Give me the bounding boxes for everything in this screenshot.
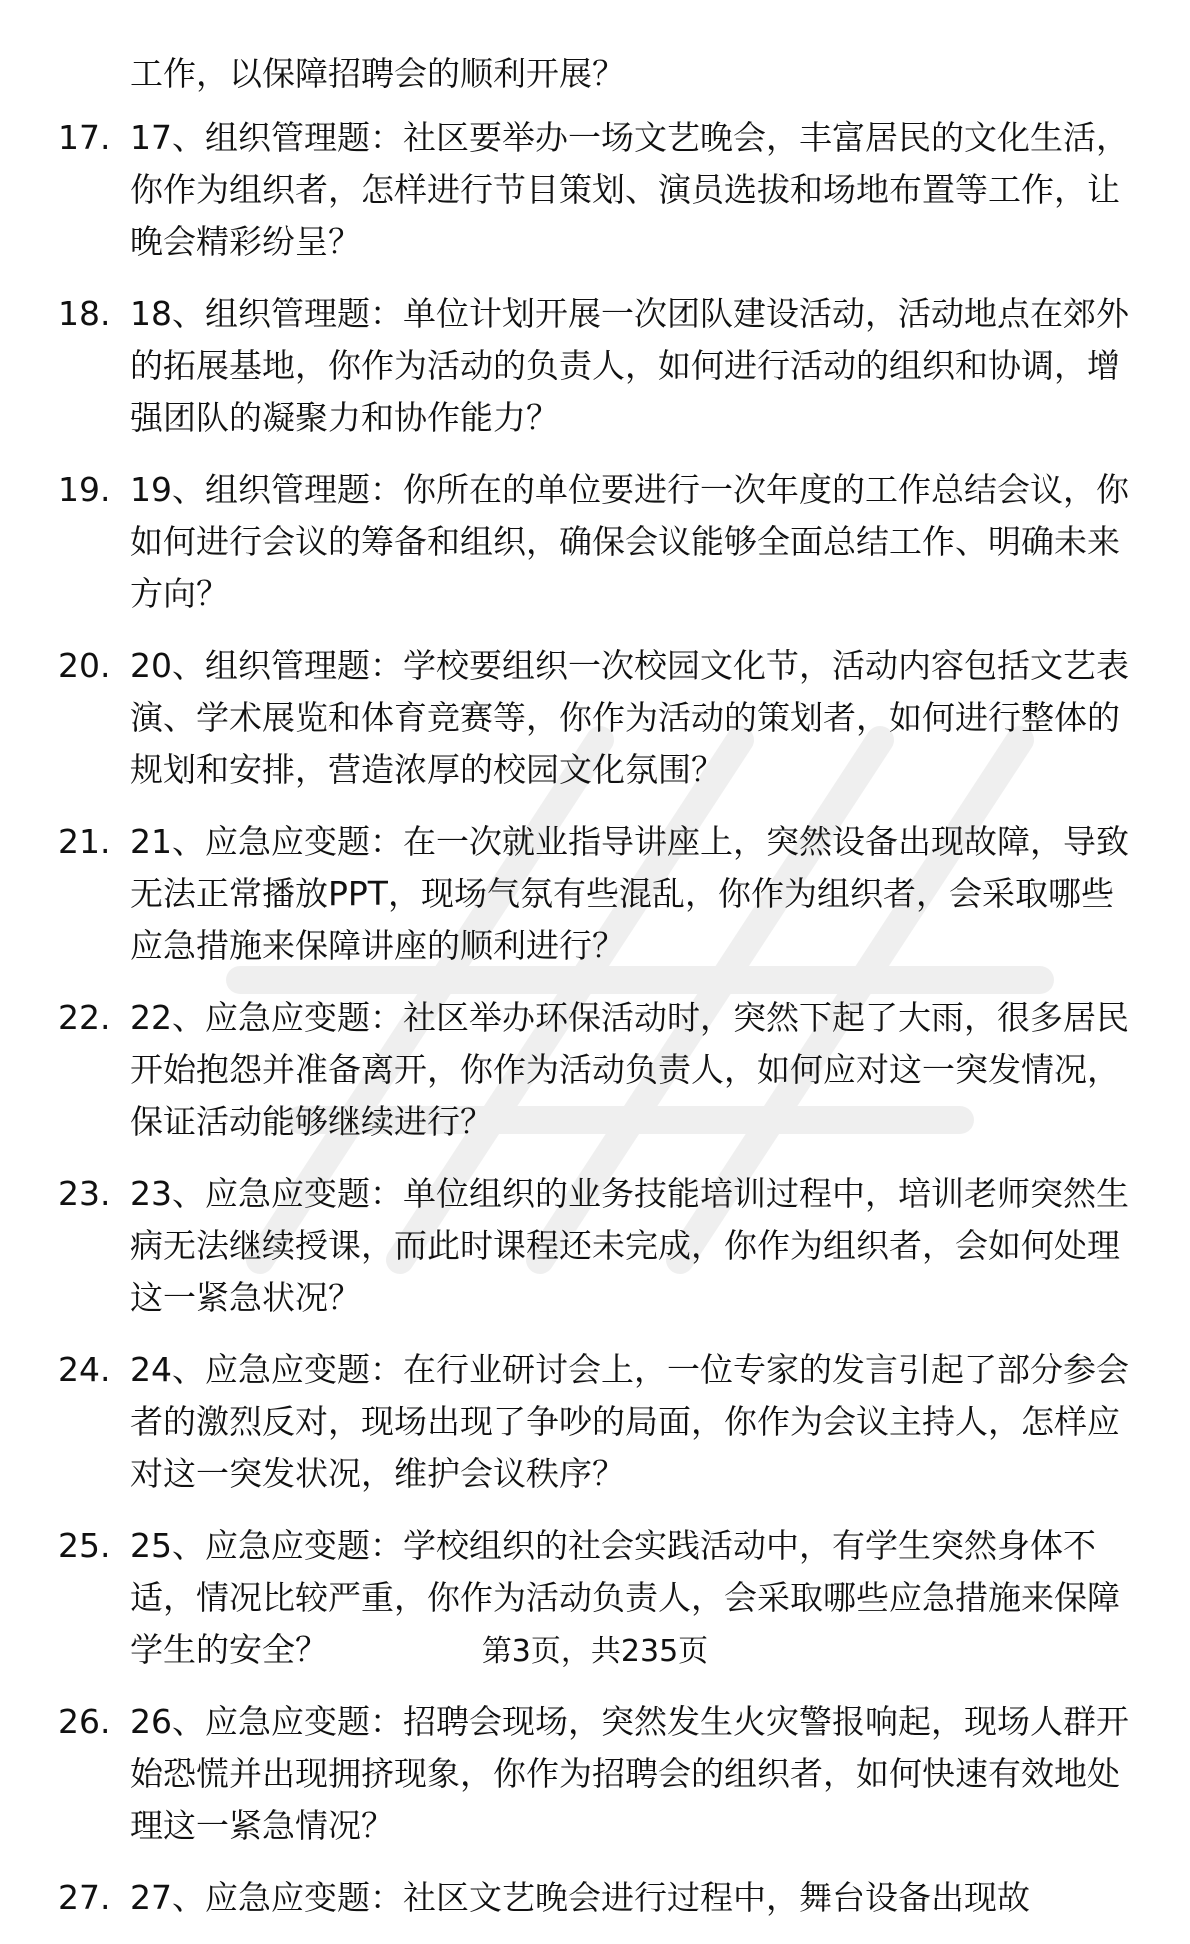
page-footer: 第3页，共235页 xyxy=(481,1634,709,1669)
question-number: 22. xyxy=(58,998,111,1037)
question-text: 23、应急应变题：单位组织的业务技能培训过程中，培训老师突然生病无法继续授课，而此时课程还未完成，你作为组织者，会如何处理这一紧急状况？ xyxy=(130,1174,1129,1317)
question-item xyxy=(0,288,1190,444)
question-number: 18. xyxy=(58,294,111,333)
continuation-text: 工作，以保障招聘会的顺利开展？ xyxy=(130,54,625,93)
question-number: 27. xyxy=(58,1878,111,1917)
question-text: 21、应急应变题：在一次就业指导讲座上，突然设备出现故障，导致无法正常播放PPT，现场气氛有些混乱，你作为组织者，会采取哪些应急措施来保障讲座的顺利进行？ xyxy=(130,822,1129,965)
question-number: 21. xyxy=(58,822,111,861)
question-text: 17、组织管理题：社区要举办一场文艺晚会，丰富居民的文化生活，你作为组织者，怎样进行节目策划、演员选拔和场地布置等工作，让晚会精彩纷呈？ xyxy=(130,118,1129,261)
question-number: 20. xyxy=(58,646,111,685)
question-text: 20、组织管理题：学校要组织一次校园文化节，活动内容包括文艺表演、学术展览和体育竞赛等，你作为活动的策划者，如何进行整体的规划和安排，营造浓厚的校园文化氛围？ xyxy=(130,646,1129,789)
question-number: 25. xyxy=(58,1526,111,1565)
question-item xyxy=(0,464,1190,620)
question-text: 24、应急应变题：在行业研讨会上，一位专家的发言引起了部分参会者的激烈反对，现场出现了争吵的局面，你作为会议主持人，怎样应对这一突发状况，维护会议秩序？ xyxy=(130,1350,1129,1493)
question-item xyxy=(0,1696,1190,1852)
question-text: 19、组织管理题：你所在的单位要进行一次年度的工作总结会议，你如何进行会议的筹备和组织，确保会议能够全面总结工作、明确未来方向？ xyxy=(130,470,1129,613)
question-number: 26. xyxy=(58,1702,111,1741)
question-text: 25、应急应变题：学校组织的社会实践活动中，有学生突然身体不适，情况比较严重，你作为活动负责人，会采取哪些应急措施来保障学生的安全？ xyxy=(130,1526,1120,1669)
question-text: 26、应急应变题：招聘会现场，突然发生火灾警报响起，现场人群开始恐慌并出现拥挤现象，你作为招聘会的组织者，如何快速有效地处理这一紧急情况？ xyxy=(130,1702,1129,1845)
question-text: 18、组织管理题：单位计划开展一次团队建设活动，活动地点在郊外的拓展基地，你作为活动的负责人，如何进行活动的组织和协调，增强团队的凝聚力和协作能力？ xyxy=(130,294,1129,437)
question-number: 17. xyxy=(58,118,111,157)
question-item xyxy=(0,640,1190,796)
question-item xyxy=(0,992,1190,1148)
question-number: 19. xyxy=(58,470,111,509)
question-item xyxy=(0,816,1190,972)
question-item xyxy=(0,1872,1190,1924)
question-item xyxy=(0,112,1190,268)
question-number: 24. xyxy=(58,1350,111,1389)
question-item xyxy=(0,1168,1190,1324)
question-item xyxy=(0,1344,1190,1500)
question-text: 22、应急应变题：社区举办环保活动时，突然下起了大雨，很多居民开始抱怨并准备离开，你作为活动负责人，如何应对这一突发情况，保证活动能够继续进行？ xyxy=(130,998,1129,1141)
question-text: 27、应急应变题：社区文艺晚会进行过程中，舞台设备出现故 xyxy=(130,1878,1030,1917)
question-number: 23. xyxy=(58,1174,111,1213)
